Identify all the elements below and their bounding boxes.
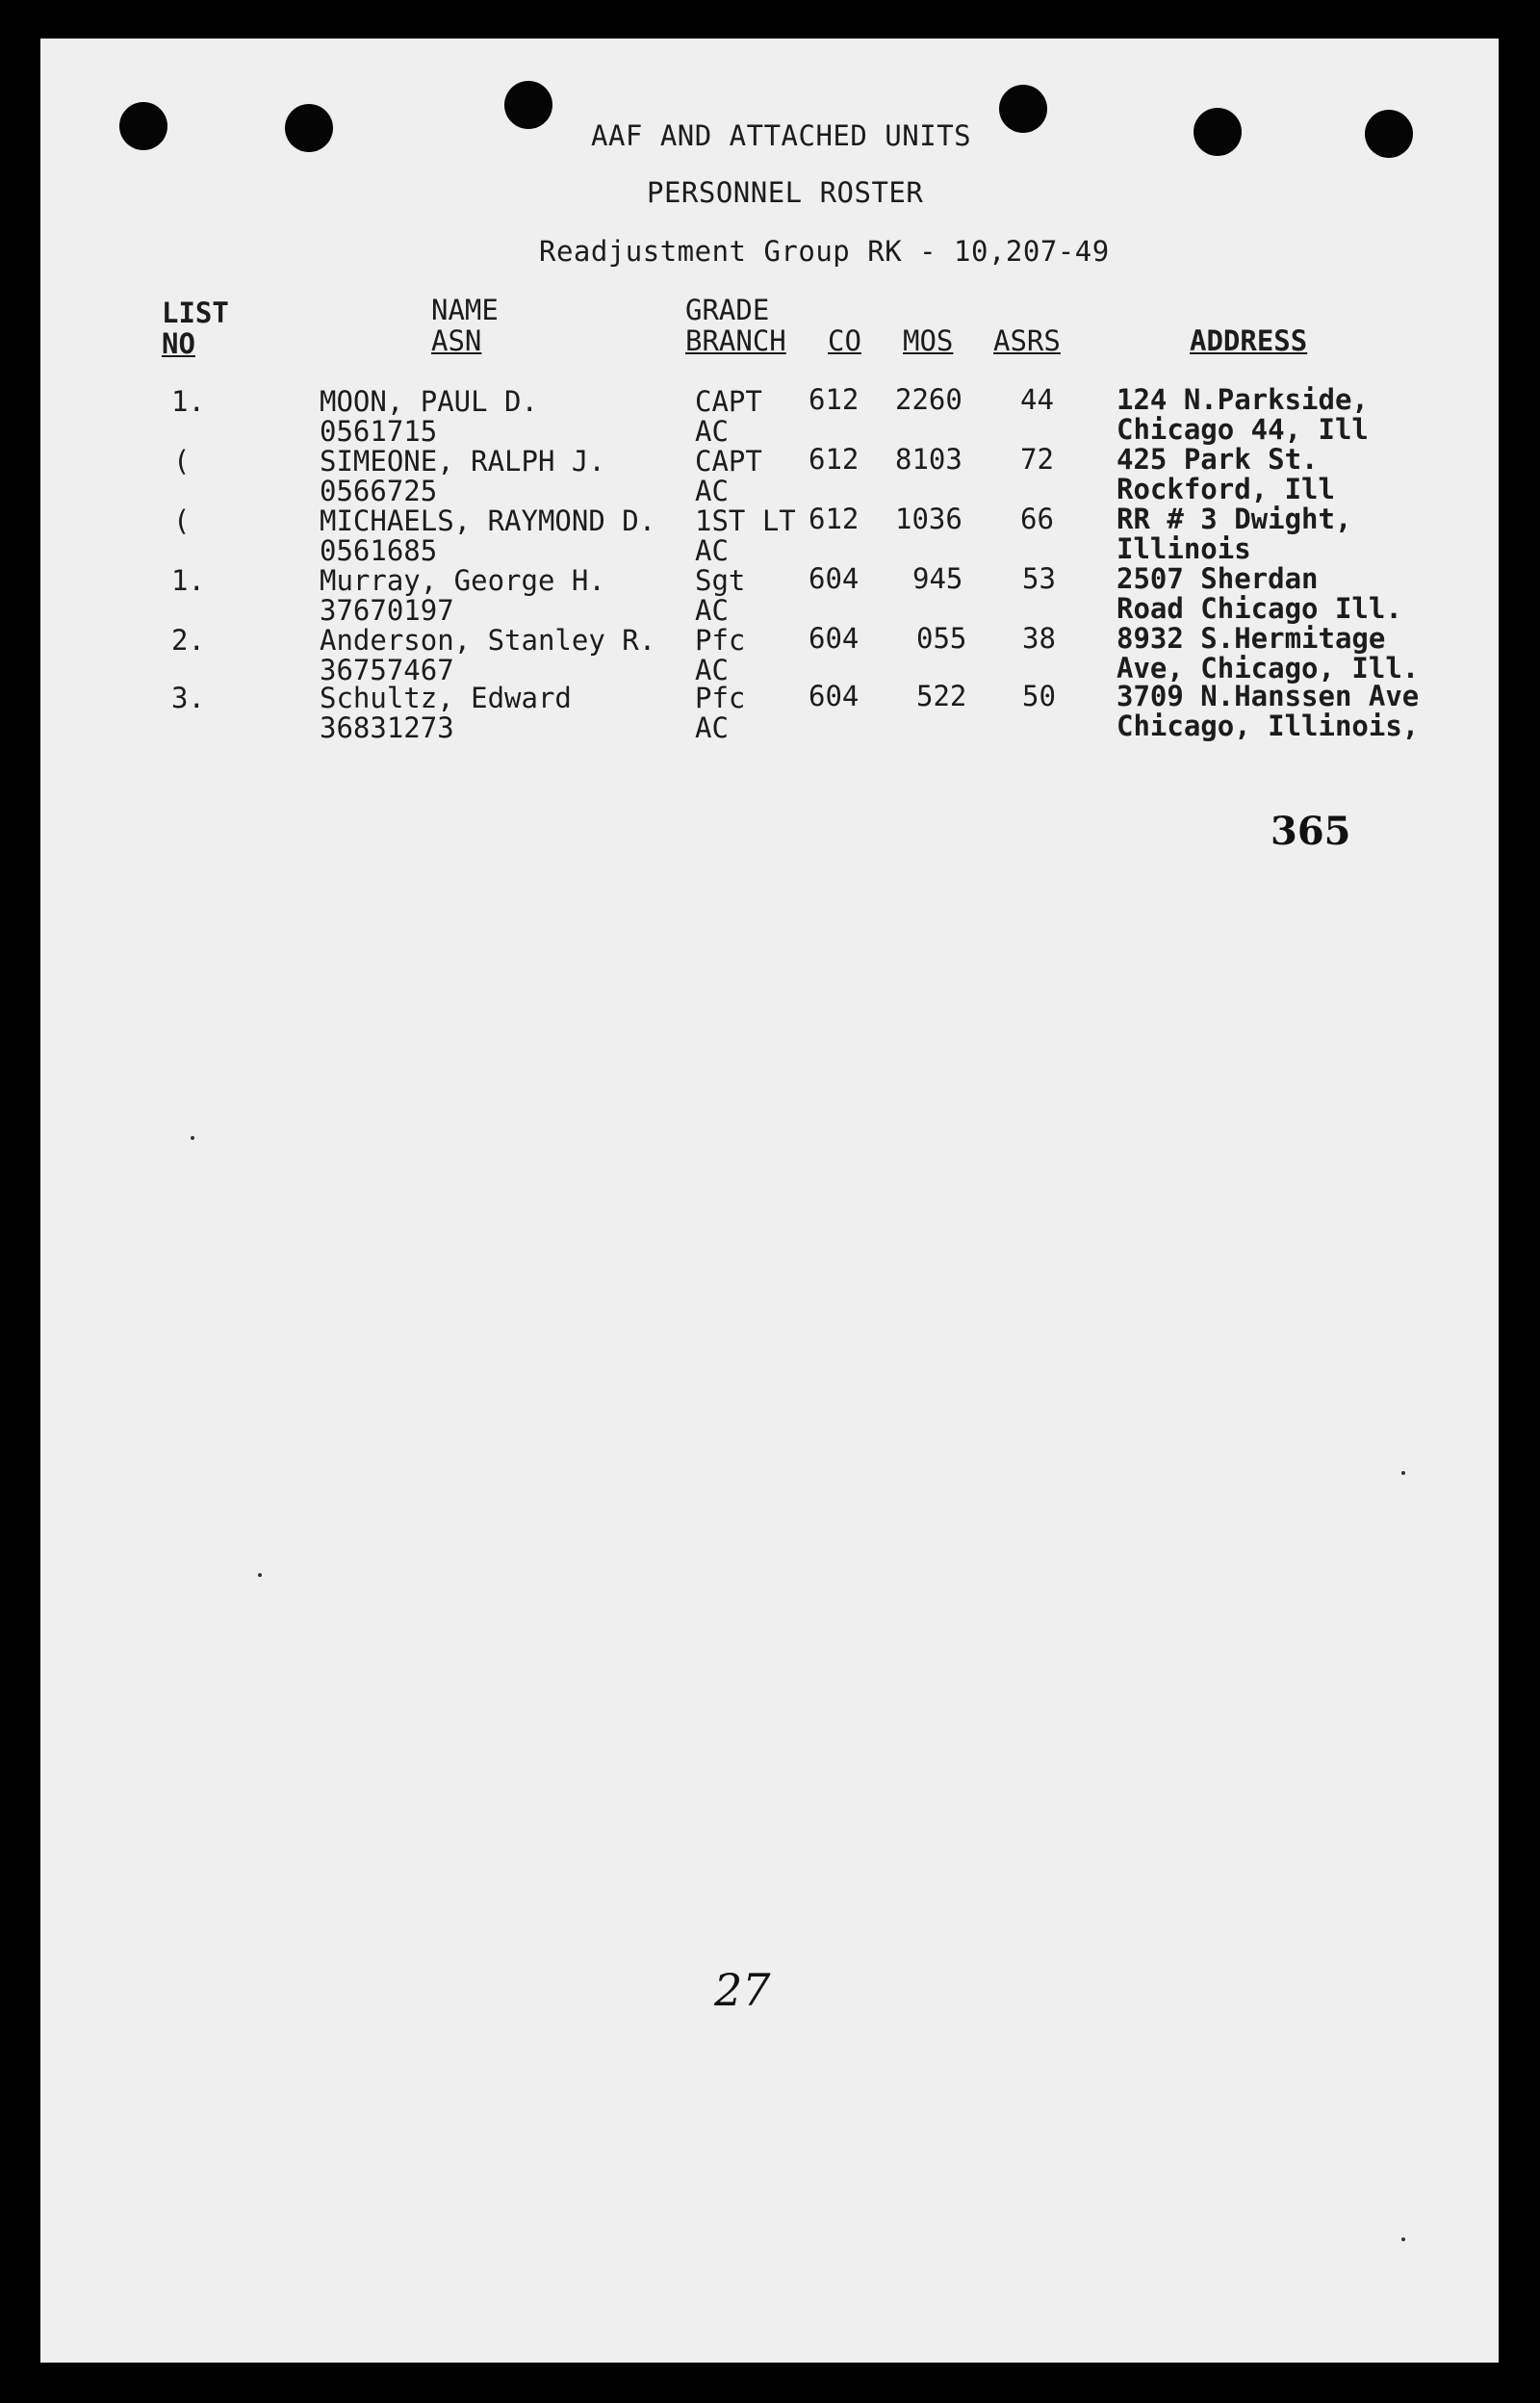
col-grade-label: GRADE (685, 294, 770, 326)
address-line2: Illinois (1116, 532, 1251, 565)
list-no: 1. (171, 385, 205, 418)
grade: CAPT (695, 445, 762, 478)
list-no: 1. (171, 564, 205, 597)
binder-hole (1194, 108, 1242, 156)
branch: AC (695, 711, 729, 744)
address-line2: Rockford, Ill (1116, 473, 1335, 505)
list-no: 3. (171, 682, 205, 714)
person-name: SIMEONE, RALPH J. (320, 445, 605, 478)
col-list-no-header (162, 297, 229, 359)
asrs: 53 (1022, 562, 1056, 595)
company: 604 (808, 562, 860, 595)
address-line2: Chicago, Illinois, (1116, 710, 1420, 742)
branch: AC (695, 654, 729, 686)
document-page (40, 39, 1499, 2363)
group-designation: Readjustment Group RK - 10,207-49 (539, 235, 1110, 268)
grade: Pfc (695, 624, 746, 657)
branch: AC (695, 594, 729, 627)
grade: Sgt (695, 564, 746, 597)
branch: AC (695, 534, 729, 567)
grade: CAPT (695, 385, 762, 418)
asrs: 38 (1022, 622, 1056, 655)
mos: 8103 (895, 443, 962, 476)
address-line1: 425 Park St. (1116, 443, 1319, 476)
person-asn: 37670197 (320, 594, 454, 627)
speck (1401, 2237, 1405, 2241)
person-name: Murray, George H. (320, 564, 605, 597)
person-name: Schultz, Edward (320, 682, 572, 714)
col-name-header (431, 295, 499, 356)
mos: 1036 (895, 503, 962, 535)
address-line2: Ave, Chicago, Ill. (1116, 652, 1420, 685)
speck (191, 1136, 194, 1140)
asrs: 66 (1020, 503, 1054, 535)
stamped-page-number: 365 (1270, 809, 1351, 854)
list-no: ( (173, 504, 191, 537)
col-grade-header (685, 295, 786, 356)
company: 604 (808, 622, 860, 655)
col-address-header: ADDRESS (1190, 324, 1308, 357)
company: 604 (808, 680, 860, 712)
col-asrs-header: ASRS (993, 324, 1061, 357)
list-no: 2. (171, 624, 205, 657)
binder-hole (999, 85, 1047, 133)
col-asn-label: ASN (431, 324, 482, 357)
address-line1: 124 N.Parkside, (1116, 383, 1369, 416)
handwritten-page-mark: 27 (714, 1964, 771, 2016)
asrs: 44 (1020, 383, 1054, 416)
col-no-label: NO (162, 327, 195, 360)
address-line2: Chicago 44, Ill (1116, 413, 1369, 446)
address-line2: Road Chicago Ill. (1116, 592, 1402, 625)
company: 612 (808, 443, 860, 476)
roster-subtitle: PERSONNEL ROSTER (647, 176, 924, 209)
mos: 522 (916, 680, 967, 712)
speck (258, 1573, 262, 1577)
branch: AC (695, 415, 729, 448)
person-name: MICHAELS, RAYMOND D. (320, 504, 656, 537)
person-asn: 36831273 (320, 711, 454, 744)
person-name: Anderson, Stanley R. (320, 624, 656, 657)
mos: 945 (912, 562, 963, 595)
binder-hole (1365, 110, 1413, 158)
binder-hole (285, 104, 333, 152)
col-co-header: CO (828, 324, 861, 357)
person-asn: 36757467 (320, 654, 454, 686)
grade: 1ST LT (695, 504, 796, 537)
asrs: 50 (1022, 680, 1056, 712)
roster-title: AAF AND ATTACHED UNITS (591, 119, 972, 152)
col-list-label: LIST (162, 297, 229, 329)
speck (1401, 1471, 1405, 1475)
col-branch-label: BRANCH (685, 324, 786, 357)
person-asn: 0566725 (320, 475, 438, 507)
address-line1: RR # 3 Dwight, (1116, 503, 1352, 535)
grade: Pfc (695, 682, 746, 714)
company: 612 (808, 383, 860, 416)
address-line1: 3709 N.Hanssen Ave (1116, 680, 1420, 712)
binder-hole (119, 102, 167, 150)
binder-hole (504, 81, 552, 129)
asrs: 72 (1020, 443, 1054, 476)
address-line1: 2507 Sherdan (1116, 562, 1319, 595)
branch: AC (695, 475, 729, 507)
col-mos-header: MOS (903, 324, 954, 357)
mos: 2260 (895, 383, 962, 416)
col-name-label: NAME (431, 294, 499, 326)
company: 612 (808, 503, 860, 535)
mos: 055 (916, 622, 967, 655)
person-name: MOON, PAUL D. (320, 385, 538, 418)
list-no: ( (173, 445, 191, 478)
person-asn: 0561715 (320, 415, 438, 448)
person-asn: 0561685 (320, 534, 438, 567)
address-line1: 8932 S.Hermitage (1116, 622, 1386, 655)
